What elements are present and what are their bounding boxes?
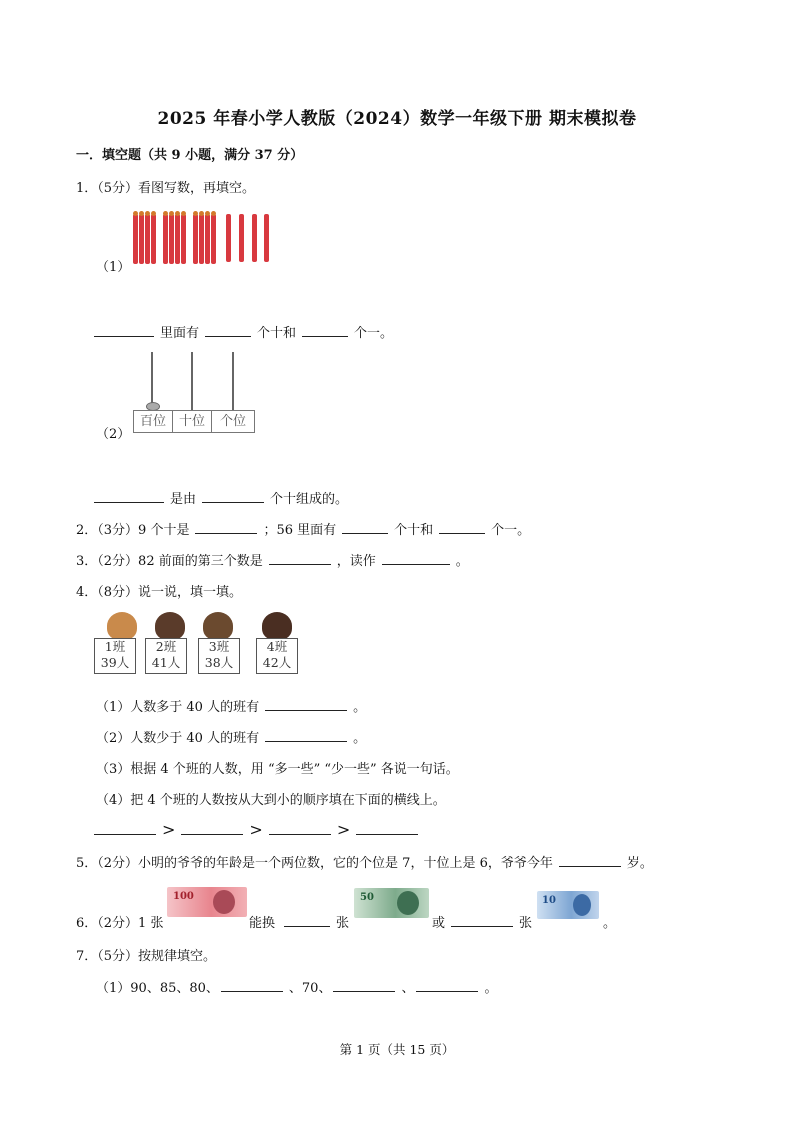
q5-line [76,852,653,871]
answer-blank[interactable] [416,979,478,992]
portrait-icon [397,891,419,915]
q6-line [284,912,349,931]
q7-sub1 [96,977,497,996]
q4-text: （1）人数多于 40 人的班有 [96,700,260,715]
class-count: 41人 [151,655,181,670]
q1-stem: 1．（5分）看图写数，再填空。 [76,181,256,196]
q6-text-b: 能换 [249,916,276,931]
q1-part2-line [94,488,348,507]
answer-blank[interactable] [265,729,347,742]
class-count: 39人 [100,655,130,670]
q3-text: ，读作 [336,554,376,569]
q1-part1-line [94,322,393,341]
class-card [94,638,136,674]
gt-sign: > [336,820,351,839]
class-count: 38人 [204,655,234,670]
answer-blank[interactable] [181,822,243,835]
answer-blank[interactable] [202,490,264,503]
answer-blank[interactable] [265,698,347,711]
banknote-50-image [354,888,429,918]
answer-blank[interactable] [94,822,156,835]
banknote-100-image [167,887,247,917]
q1-text: 个一。 [354,326,394,341]
q4-sub2 [96,727,366,746]
q1-text: 个十和 [257,326,297,341]
q2-text: ；56 里面有 [263,523,337,538]
section-heading: 一．填空题（共 9 小题，满分 37 分） [76,148,304,163]
q1-text: 是由 [170,492,197,507]
q7-text: 。 [484,981,498,996]
q4-sub3: （3）根据 4 个班的人数，用 “多一些” “少一些” 各说一句话。 [96,762,459,777]
q4-order-line [94,820,424,839]
q2-text: 个一。 [491,523,531,538]
q6-text-f: 。 [603,916,617,931]
q6-text: 张 [336,916,350,931]
q3-line [76,550,469,569]
page-footer: 第 1 页（共 15 页） [339,1042,455,1057]
class-count: 42人 [262,655,292,670]
abacus-label: 十位 [172,410,212,433]
q4-text: 。 [353,731,367,746]
q2-text: 个十和 [394,523,434,538]
answer-blank[interactable] [195,521,257,534]
note-value: 100 [173,891,194,902]
q1-part2-label: （2） [96,427,131,442]
portrait-icon [213,890,235,914]
class-card [198,638,240,674]
q5-text: 岁。 [626,856,653,871]
class-name: 3班 [208,639,230,654]
answer-blank[interactable] [221,979,283,992]
class-name: 4班 [266,639,288,654]
q4-stem: 4．（8分）说一说，填一填。 [76,585,243,600]
answer-blank[interactable] [284,914,330,927]
class-card [256,638,298,674]
q1-text: 个十组成的。 [270,492,349,507]
q6-text: 或 [432,916,446,931]
class-name: 1班 [104,639,126,654]
answer-blank[interactable] [205,324,251,337]
answer-blank[interactable] [439,521,485,534]
answer-blank[interactable] [382,552,450,565]
q5-text: 5．（2分）小明的爷爷的年龄是一个两位数，它的个位是 7，十位上是 6，爷爷今年 [76,856,553,871]
answer-blank[interactable] [451,914,513,927]
abacus-label: 个位 [211,410,255,433]
q2-line [76,519,530,538]
class-name: 2班 [155,639,177,654]
q1-text: 里面有 [160,326,200,341]
note-value: 50 [360,892,374,903]
q7-text: （1）90、85、80、 [96,981,219,996]
q4-sub4: （4）把 4 个班的人数按从大到小的顺序填在下面的横线上。 [96,793,446,808]
answer-blank[interactable] [94,490,164,503]
answer-blank[interactable] [269,552,331,565]
banknote-10-image [537,891,599,919]
q6-line-2 [432,912,532,931]
q1-part1-label: （1） [96,260,131,275]
q2-text: 2．（3分）9 个十是 [76,523,190,538]
q3-text: 。 [455,554,469,569]
answer-blank[interactable] [342,521,388,534]
q6-text: 张 [519,916,533,931]
gt-sign: > [249,820,263,839]
q7-text: 、70、 [288,981,332,996]
q6-text-a: 6．（2分）1 张 [76,916,164,931]
answer-blank[interactable] [269,822,331,835]
answer-blank[interactable] [333,979,395,992]
portrait-icon [573,894,591,916]
q3-text: 3．（2分）82 前面的第三个数是 [76,554,263,569]
answer-blank[interactable] [302,324,348,337]
answer-blank[interactable] [356,822,418,835]
gt-sign: > [162,820,176,839]
note-value: 10 [542,895,556,906]
abacus-label: 百位 [133,410,173,433]
q4-sub1 [96,696,366,715]
answer-blank[interactable] [559,854,621,867]
answer-blank[interactable] [94,324,154,337]
q7-text: 、 [401,981,415,996]
q4-text: 。 [353,700,367,715]
q7-stem: 7．（5分）按规律填空。 [76,949,217,964]
q4-text: （2）人数少于 40 人的班有 [96,731,260,746]
document-title: 2025 年春小学人教版（2024）数学一年级下册 期末模拟卷 [157,109,637,129]
class-card [145,638,187,674]
